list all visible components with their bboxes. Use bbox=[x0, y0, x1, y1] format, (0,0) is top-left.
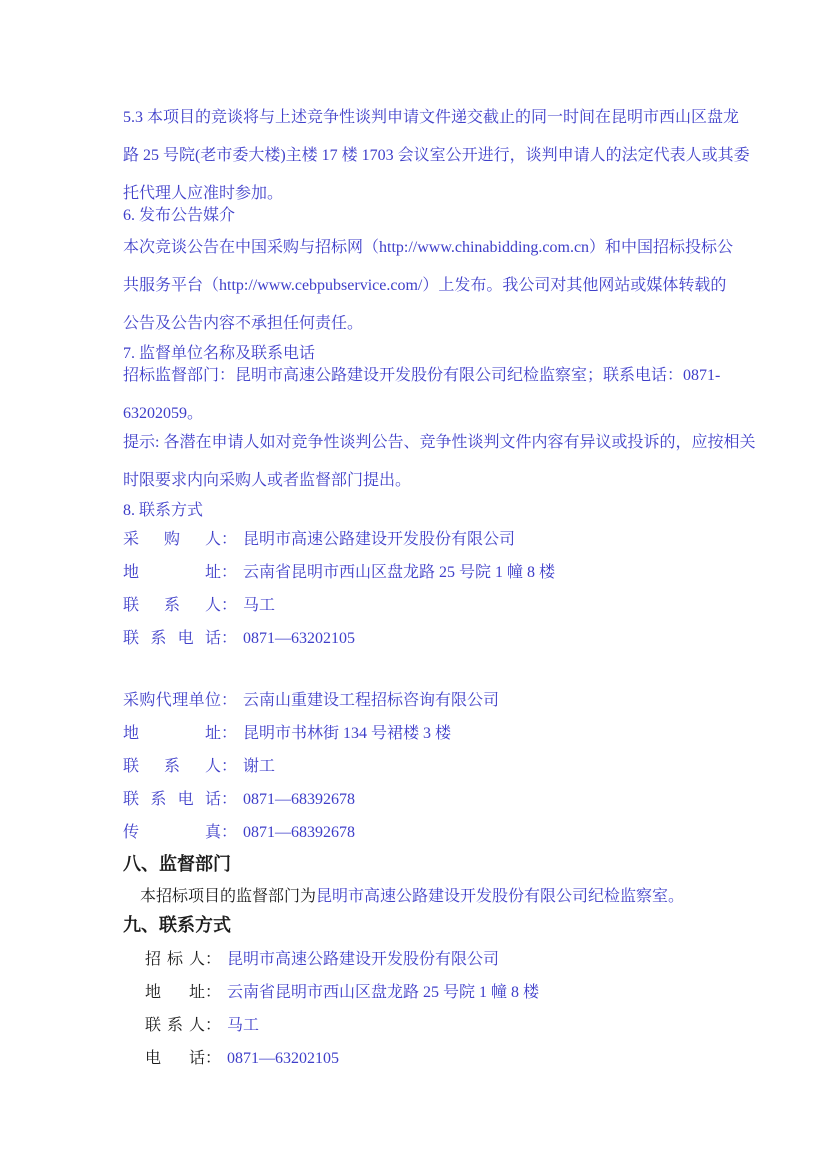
contact-value: 谢工 bbox=[243, 758, 276, 775]
contact-value: 昆明市高速公路建设开发股份有限公司 bbox=[243, 531, 516, 548]
section-6-heading: 6. 发布公告媒介 bbox=[123, 207, 236, 224]
contact-row bbox=[123, 622, 719, 655]
contact-value: 马工 bbox=[227, 1017, 260, 1034]
contact-value: 云南山重建设工程招标咨询有限公司 bbox=[243, 692, 500, 709]
colon: ： bbox=[221, 692, 238, 709]
contact-label: 地址 bbox=[123, 564, 221, 581]
contact-value: 0871—63202105 bbox=[227, 1050, 340, 1067]
section-9cn-contact-block bbox=[145, 943, 741, 1075]
contact-row bbox=[123, 717, 719, 750]
contact-label: 联系人 bbox=[145, 1017, 205, 1034]
colon: ： bbox=[205, 951, 222, 968]
colon: ： bbox=[205, 1050, 222, 1067]
contact-value: 马工 bbox=[243, 597, 276, 614]
paragraph-5-3 bbox=[123, 99, 750, 213]
section-7-notice bbox=[123, 424, 756, 500]
contact-row bbox=[123, 523, 719, 556]
section-7-supervision bbox=[123, 357, 719, 433]
colon: ： bbox=[221, 725, 238, 742]
paragraph-line: 63202059。 bbox=[123, 405, 204, 422]
contact-row bbox=[123, 684, 719, 717]
colon: ： bbox=[221, 791, 238, 808]
paragraph-line: 提示: 各潜在申请人如对竞争性谈判公告、竞争性谈判文件内容有异议或投诉的，应按相关 bbox=[123, 434, 756, 451]
section-8-heading: 8. 联系方式 bbox=[123, 502, 204, 519]
colon: ： bbox=[221, 564, 238, 581]
contact-label: 联系人 bbox=[123, 597, 221, 614]
section-8cn-body bbox=[140, 885, 736, 909]
supervision-prefix: 本招标项目的监督部门为 bbox=[140, 888, 317, 905]
contact-label: 联系电话 bbox=[123, 791, 221, 808]
colon: ： bbox=[221, 824, 238, 841]
contact-row bbox=[123, 816, 719, 849]
purchaser-contact-block bbox=[123, 523, 719, 655]
contact-row bbox=[145, 1009, 741, 1042]
paragraph-line: 5.3 本项目的竞谈将与上述竞争性谈判申请文件递交截止的同一时间在昆明市西山区盘龙 bbox=[123, 109, 740, 126]
paragraph-line: 公告及公告内容不承担任何责任。 bbox=[123, 315, 364, 332]
contact-row bbox=[123, 783, 719, 816]
section-7-heading: 7. 监督单位名称及联系电话 bbox=[123, 345, 316, 362]
colon: ： bbox=[221, 758, 238, 775]
agency-contact-block bbox=[123, 684, 719, 849]
contact-row bbox=[145, 1042, 741, 1075]
contact-label: 采购代理单位 bbox=[123, 692, 221, 709]
colon: ： bbox=[221, 630, 238, 647]
contact-row bbox=[123, 556, 719, 589]
paragraph-line: 时限要求内向采购人或者监督部门提出。 bbox=[123, 472, 412, 489]
section-8cn-heading: 八、监督部门 bbox=[123, 854, 231, 874]
paragraph-line: 本次竞谈公告在中国采购与招标网（http://www.chinabidding.com.cn）和中国招标投标公 bbox=[123, 239, 734, 256]
contact-label: 地址 bbox=[145, 984, 205, 1001]
supervision-unit: 昆明市高速公路建设开发股份有限公司纪检监察室。 bbox=[316, 888, 685, 905]
contact-label: 联系人 bbox=[123, 758, 221, 775]
colon: ： bbox=[205, 1017, 222, 1034]
contact-row bbox=[123, 589, 719, 622]
colon: ： bbox=[221, 531, 238, 548]
contact-value: 云南省昆明市西山区盘龙路 25 号院 1 幢 8 楼 bbox=[243, 564, 556, 581]
contact-row bbox=[145, 943, 741, 976]
paragraph-line: 共服务平台（http://www.cebpubservice.com/）上发布。我公司对其他网站或媒体转载的 bbox=[123, 277, 727, 294]
colon: ： bbox=[221, 597, 238, 614]
contact-label: 采购人 bbox=[123, 531, 221, 548]
contact-label: 地址 bbox=[123, 725, 221, 742]
paragraph-line: 路 25 号院(老市委大楼)主楼 17 楼 1703 会议室公开进行，谈判申请人的法定代表人或其委 bbox=[123, 147, 750, 164]
section-9cn-heading: 九、联系方式 bbox=[123, 915, 231, 935]
contact-value: 0871—68392678 bbox=[243, 791, 356, 808]
paragraph-line: 招标监督部门：昆明市高速公路建设开发股份有限公司纪检监察室；联系电话：0871- bbox=[123, 367, 721, 384]
contact-value: 0871—68392678 bbox=[243, 824, 356, 841]
contact-label: 联系电话 bbox=[123, 630, 221, 647]
contact-value: 0871—63202105 bbox=[243, 630, 356, 647]
contact-label: 招标人 bbox=[145, 951, 205, 968]
contact-value: 昆明市高速公路建设开发股份有限公司 bbox=[227, 951, 500, 968]
contact-row bbox=[145, 976, 741, 1009]
paragraph-line: 托代理人应准时参加。 bbox=[123, 185, 284, 202]
section-6-body bbox=[123, 229, 734, 343]
contact-label: 电话 bbox=[145, 1050, 205, 1067]
contact-label: 传真 bbox=[123, 824, 221, 841]
contact-row bbox=[123, 750, 719, 783]
contact-value: 云南省昆明市西山区盘龙路 25 号院 1 幢 8 楼 bbox=[227, 984, 540, 1001]
colon: ： bbox=[205, 984, 222, 1001]
contact-value: 昆明市书林街 134 号裙楼 3 楼 bbox=[243, 725, 452, 742]
